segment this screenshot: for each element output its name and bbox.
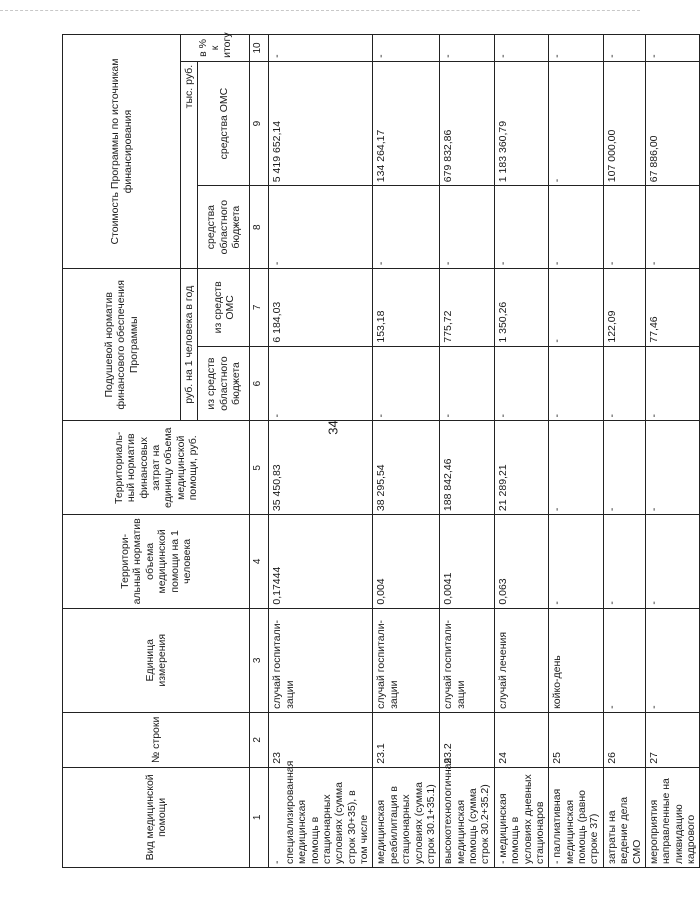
- line-cell: 23.1: [373, 712, 440, 767]
- unit-cell: случай лечения: [494, 608, 549, 712]
- table-row: [440, 35, 495, 868]
- volume-cell: -: [549, 515, 604, 609]
- kind-cell: высокотехнологичная медицинская помощь (сумма строк 30.2+35.2): [440, 767, 495, 867]
- kind-cell: - паллиативная медицинская помощь (равно строке 37): [549, 767, 604, 867]
- page-number: 34: [325, 420, 341, 435]
- cost-cell: -: [645, 421, 700, 515]
- unit-cell: -: [603, 608, 645, 712]
- pc-oms-cell: 6 184,03: [269, 269, 373, 347]
- total-oms-cell: 67 886,00: [645, 61, 700, 185]
- column-number: 5: [250, 421, 269, 515]
- header-line-number: № строки: [63, 712, 250, 767]
- header-cost-norm: Территориаль-ный норматив финансовых затрат на единицу объема медицинской помощи, руб.: [63, 421, 250, 515]
- column-number: 4: [250, 515, 269, 609]
- line-cell: 24: [494, 712, 549, 767]
- line-cell: 27: [645, 712, 700, 767]
- table-row: [549, 35, 604, 868]
- header-pc-oms: из средств ОМС: [198, 269, 250, 347]
- header-total-oms: средства ОМС: [198, 61, 250, 185]
- cost-cell: 35 450,83: [269, 421, 373, 515]
- line-cell: 26: [603, 712, 645, 767]
- pc-budget-cell: -: [549, 346, 604, 421]
- kind-cell: медицинская реабилитация в стационарных условиях (сумма строк 30.1+35.1): [373, 767, 440, 867]
- pc-oms-cell: 153,18: [373, 269, 440, 347]
- line-cell: 25: [549, 712, 604, 767]
- column-number: 3: [250, 608, 269, 712]
- percent-cell: -: [494, 35, 549, 62]
- pc-budget-cell: -: [603, 346, 645, 421]
- percent-cell: -: [645, 35, 700, 62]
- header-unit: Единица измерения: [63, 608, 250, 712]
- header-pc-budget: из средств областного бюджета: [198, 346, 250, 421]
- pc-budget-cell: -: [494, 346, 549, 421]
- unit-cell: койко-день: [549, 608, 604, 712]
- column-number: 10: [250, 35, 269, 62]
- header-per-capita-unit: руб. на 1 человека в год: [181, 269, 198, 421]
- percent-cell: -: [603, 35, 645, 62]
- kind-cell: мероприятия направленные на ликвидацию кадрового: [645, 767, 700, 867]
- pc-oms-cell: 77,46: [645, 269, 700, 347]
- top-scan-line: [0, 10, 640, 12]
- table-row: [373, 35, 440, 868]
- pc-oms-cell: -: [549, 269, 604, 347]
- unit-cell: случай госпитали-зации: [440, 608, 495, 712]
- volume-cell: -: [645, 515, 700, 609]
- cost-cell: -: [603, 421, 645, 515]
- header-cost-unit: тыс. руб.: [181, 61, 198, 185]
- total-budget-cell: -: [373, 186, 440, 269]
- total-budget-cell: -: [603, 186, 645, 269]
- volume-cell: -: [603, 515, 645, 609]
- table-row: [494, 35, 549, 868]
- column-number-row: [250, 35, 269, 868]
- cost-cell: -: [549, 421, 604, 515]
- total-budget-cell: -: [269, 186, 373, 269]
- rotated-table-container: [62, 32, 697, 868]
- total-oms-cell: 679 832,86: [440, 61, 495, 185]
- header-per-capita-group: Подушевой норматив финансового обеспечения Программы: [63, 269, 181, 421]
- unit-cell: -: [645, 608, 700, 712]
- pc-oms-cell: 122,09: [603, 269, 645, 347]
- pc-oms-cell: 775,72: [440, 269, 495, 347]
- kind-cell: - специализированная медицинская помощь в стационарных условиях (сумма строк 30+35), в том числе: [269, 767, 373, 867]
- column-number: 6: [250, 346, 269, 421]
- header-volume-norm: Территори-альный норматив объема медицинской помощи на 1 человека: [63, 515, 250, 609]
- total-oms-cell: 5 419 652,14: [269, 61, 373, 185]
- program-cost-table: [62, 34, 700, 868]
- column-number: 9: [250, 61, 269, 185]
- cost-cell: 21 289,21: [494, 421, 549, 515]
- line-cell: 23.2: [440, 712, 495, 767]
- volume-cell: 0,004: [373, 515, 440, 609]
- total-budget-cell: -: [494, 186, 549, 269]
- total-oms-cell: 1 183 360,79: [494, 61, 549, 185]
- pc-budget-cell: -: [373, 346, 440, 421]
- total-oms-cell: -: [549, 61, 604, 185]
- column-number: 1: [250, 767, 269, 867]
- pc-budget-cell: -: [645, 346, 700, 421]
- header-percent: в % к итогу: [181, 35, 250, 62]
- unit-cell: случай госпитали-зации: [269, 608, 373, 712]
- cost-cell: 38 295,54: [373, 421, 440, 515]
- column-number: 2: [250, 712, 269, 767]
- column-number: 8: [250, 186, 269, 269]
- total-oms-cell: 107 000,00: [603, 61, 645, 185]
- percent-cell: -: [440, 35, 495, 62]
- pc-oms-cell: 1 350,26: [494, 269, 549, 347]
- pc-budget-cell: -: [440, 346, 495, 421]
- header-cost-group: Стоимость Программы по источникам финансирования: [63, 35, 181, 269]
- total-budget-cell: -: [440, 186, 495, 269]
- table-row: [269, 35, 373, 868]
- cost-cell: 188 842,46: [440, 421, 495, 515]
- kind-cell: затраты на ведение дела СМО: [603, 767, 645, 867]
- percent-cell: -: [373, 35, 440, 62]
- header-blank: [181, 186, 198, 269]
- kind-cell: - медицинская помощь в условиях дневных стационаров: [494, 767, 549, 867]
- percent-cell: -: [549, 35, 604, 62]
- total-budget-cell: -: [645, 186, 700, 269]
- pc-budget-cell: -: [269, 346, 373, 421]
- unit-cell: случай госпитали-зации: [373, 608, 440, 712]
- table-row: [645, 35, 700, 868]
- volume-cell: 0,0041: [440, 515, 495, 609]
- line-cell: 23: [269, 712, 373, 767]
- total-oms-cell: 134 264,17: [373, 61, 440, 185]
- total-budget-cell: -: [549, 186, 604, 269]
- header-total-budget: средства областного бюджета: [198, 186, 250, 269]
- volume-cell: 0,063: [494, 515, 549, 609]
- header-row-1: [63, 35, 181, 868]
- column-number: 7: [250, 269, 269, 347]
- volume-cell: 0,17444: [269, 515, 373, 609]
- percent-cell: -: [269, 35, 373, 62]
- table-row: [603, 35, 645, 868]
- header-kind: Вид медицинской помощи: [63, 767, 250, 867]
